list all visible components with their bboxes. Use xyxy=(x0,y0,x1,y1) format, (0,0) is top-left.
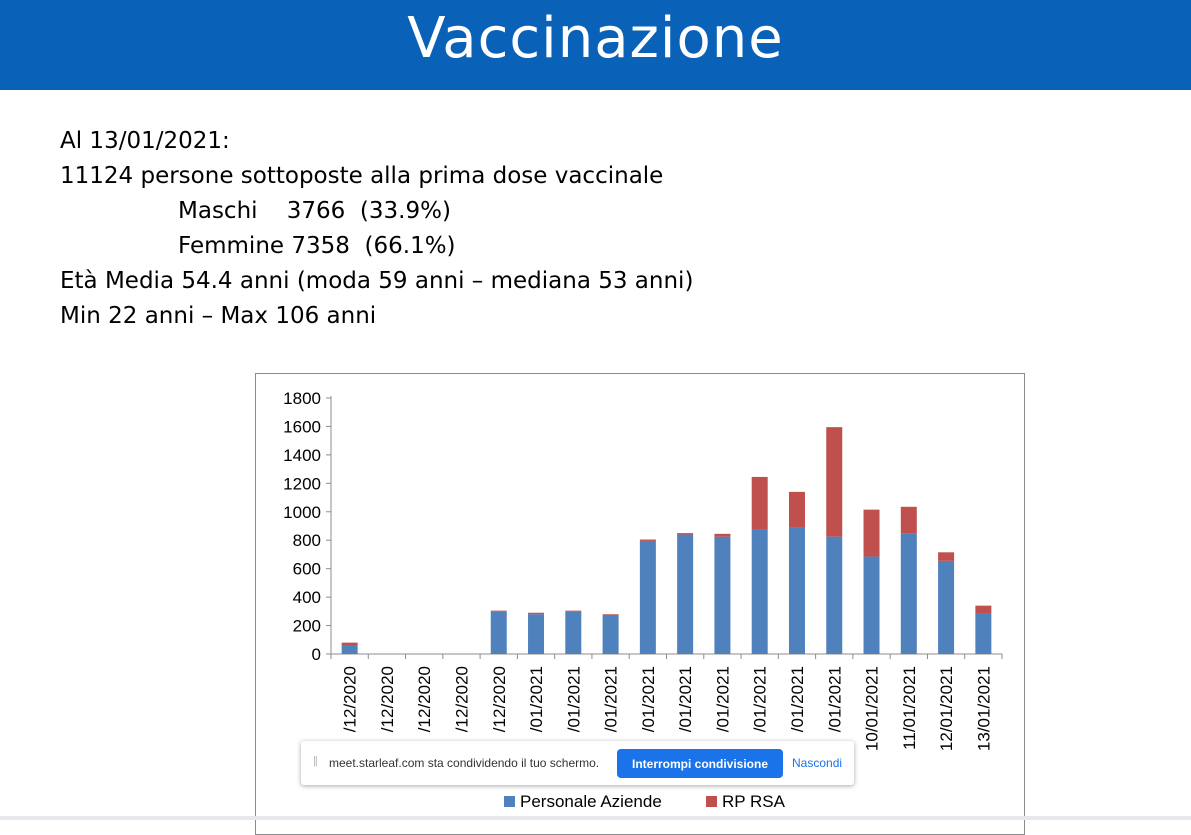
legend-label-personale-aziende: Personale Aziende xyxy=(520,792,662,811)
bar-rp-rsa xyxy=(752,477,768,530)
bar-personale-aziende xyxy=(677,535,693,654)
bar-rp-rsa xyxy=(826,427,842,537)
x-tick-label: /01/2021 xyxy=(527,666,547,733)
bar-rp-rsa xyxy=(714,534,730,537)
legend-swatch-personale-aziende xyxy=(504,796,515,807)
stats-line-total: 11124 persone sottoposte alla prima dose vaccinale xyxy=(60,163,664,189)
x-tick-label: /01/2021 xyxy=(713,666,733,733)
bar-personale-aziende xyxy=(640,541,656,654)
bar-rp-rsa xyxy=(677,533,693,534)
stats-line-range: Min 22 anni – Max 106 anni xyxy=(60,303,377,329)
y-tick-label: 1600 xyxy=(283,417,321,437)
x-tick-label: 12/01/2021 xyxy=(937,666,957,752)
x-tick-label: /01/2021 xyxy=(564,666,584,733)
bottom-strip xyxy=(0,816,1191,820)
bar-rp-rsa xyxy=(864,510,880,557)
bar-personale-aziende xyxy=(342,645,358,654)
stats-line-date: Al 13/01/2021: xyxy=(60,128,230,154)
legend-label-rp-rsa: RP RSA xyxy=(722,792,785,811)
x-tick-label: /12/2020 xyxy=(489,666,509,733)
y-tick-label: 800 xyxy=(292,531,321,551)
bar-rp-rsa xyxy=(342,643,358,646)
bar-rp-rsa xyxy=(975,606,991,614)
bar-personale-aziende xyxy=(491,611,507,654)
bar-rp-rsa xyxy=(901,507,917,534)
x-tick-label: 13/01/2021 xyxy=(974,666,994,752)
bar-rp-rsa xyxy=(603,614,619,615)
y-tick-label: 1200 xyxy=(283,474,321,494)
legend-swatch-rp-rsa xyxy=(706,796,717,807)
x-tick-label: /01/2021 xyxy=(787,666,807,733)
bar-personale-aziende xyxy=(528,614,544,654)
x-tick-label: /12/2020 xyxy=(415,666,435,733)
drag-handle-icon[interactable]: || xyxy=(313,755,317,767)
bar-personale-aziende xyxy=(826,537,842,654)
bar-rp-rsa xyxy=(491,611,507,612)
hide-link[interactable]: Nascondi xyxy=(792,756,843,770)
y-tick-label: 400 xyxy=(292,588,321,608)
x-tick-label: /01/2021 xyxy=(750,666,770,733)
x-tick-label: /01/2021 xyxy=(601,666,621,733)
y-tick-label: 600 xyxy=(292,559,321,579)
stats-line-age: Età Media 54.4 anni (moda 59 anni – mediana 53 anni) xyxy=(60,268,694,294)
stats-line-males: Maschi 3766 (33.9%) xyxy=(178,198,451,224)
y-tick-label: 1400 xyxy=(283,445,321,465)
title-banner xyxy=(0,0,1191,90)
bar-rp-rsa xyxy=(640,540,656,541)
bar-personale-aziende xyxy=(752,530,768,654)
stop-sharing-button[interactable]: Interrompi condivisione xyxy=(617,749,783,778)
x-tick-label: 11/01/2021 xyxy=(899,666,919,750)
slide-title: Vaccinazione xyxy=(407,6,784,71)
bar-rp-rsa xyxy=(565,611,581,612)
bar-personale-aziende xyxy=(789,527,805,654)
x-tick-label: /12/2020 xyxy=(377,666,397,733)
x-tick-label: 10/01/2021 xyxy=(862,666,882,752)
x-tick-label: /12/2020 xyxy=(452,666,472,733)
bar-personale-aziende xyxy=(864,557,880,654)
y-tick-label: 1800 xyxy=(283,389,321,408)
y-tick-label: 200 xyxy=(292,616,321,636)
bar-personale-aziende xyxy=(938,561,954,654)
bar-rp-rsa xyxy=(789,492,805,528)
stats-line-females: Femmine 7358 (66.1%) xyxy=(178,233,456,259)
x-tick-label: /01/2021 xyxy=(638,666,658,733)
bar-rp-rsa xyxy=(528,613,544,614)
bar-personale-aziende xyxy=(714,537,730,654)
bar-personale-aziende xyxy=(901,534,917,654)
x-tick-label: /12/2020 xyxy=(340,666,360,733)
x-tick-label: /01/2021 xyxy=(676,666,696,733)
y-tick-label: 1000 xyxy=(283,502,321,522)
bar-personale-aziende xyxy=(603,615,619,654)
stats-text xyxy=(60,124,693,334)
bar-personale-aziende xyxy=(565,611,581,654)
screen-share-bar xyxy=(301,741,854,785)
bar-personale-aziende xyxy=(975,613,991,654)
x-tick-label: /01/2021 xyxy=(825,666,845,733)
bar-rp-rsa xyxy=(938,552,954,561)
share-message: meet.starleaf.com sta condividendo il tuo schermo. xyxy=(329,756,600,770)
y-tick-label: 0 xyxy=(311,645,321,664)
